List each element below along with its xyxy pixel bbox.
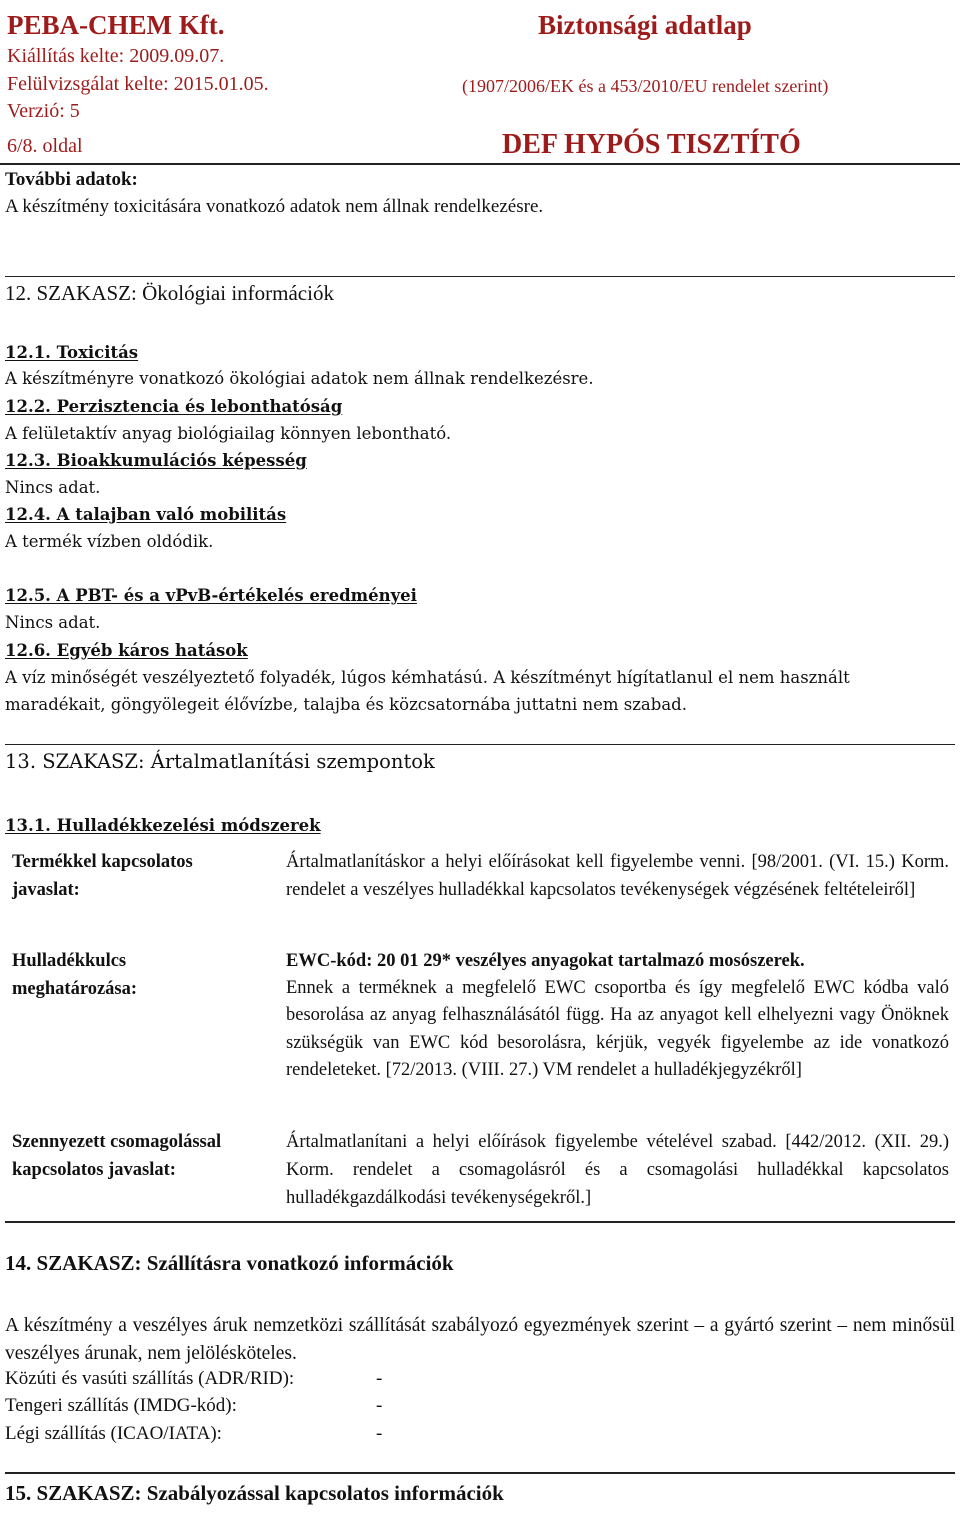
- section12-5-title: 12.5. A PBT- és a vPvB-értékelés eredményei: [5, 586, 417, 605]
- section12-4-text: A termék vízben oldódik.: [5, 532, 214, 551]
- regulation-note: (1907/2006/EK és a 453/2010/EU rendelet szerint): [462, 76, 829, 96]
- transport-air-value: -: [376, 1423, 383, 1444]
- section12-heading: 12. SZAKASZ: Ökológiai információk: [5, 281, 334, 305]
- section13-1-title: 13.1. Hulladékkezelési módszerek: [5, 816, 321, 835]
- waste-code-label-cont: meghatározása:: [12, 979, 138, 999]
- packaging-disposal-label-cont: kapcsolatos javaslat:: [12, 1160, 176, 1180]
- section12-1-title: 12.1. Toxicitás: [5, 343, 139, 362]
- section13-heading: 13. SZAKASZ: Ártalmatlanítási szempontok: [5, 750, 435, 773]
- additional-heading: További adatok:: [5, 169, 138, 190]
- section-divider: [5, 1221, 955, 1223]
- section12-6-text-1: A víz minőségét veszélyeztető folyadék, lúgos kémhatású. A készítményt hígítatlanul el nem használt: [5, 668, 850, 687]
- section12-2-text: A felületaktív anyag biológiailag könnyen lebontható.: [5, 424, 452, 443]
- review-date: Felülvizsgálat kelte: 2015.01.05.: [7, 73, 269, 95]
- header-divider: [0, 163, 960, 165]
- transport-sea-value: -: [376, 1395, 383, 1416]
- transport-sea-label: Tengeri szállítás (IMDG-kód):: [5, 1395, 237, 1416]
- section-divider: [5, 744, 955, 745]
- section12-3-title: 12.3. Bioakkumulációs képesség: [5, 451, 307, 470]
- section12-4-title: 12.4. A talajban való mobilitás: [5, 505, 287, 524]
- section14-text: A készítmény a veszélyes áruk nemzetközi szállítását szabályozó egyezmények szerint – a gyártó szerint – nem minősül veszélyes árunak, nem jelölésköteles.: [5, 1315, 955, 1364]
- waste-code-text: Ennek a terméknek a megfelelő EWC csoportba és így megfelelő EWC kódba való besorolása az anyag felhasználásától függ. Ha az anyagot kell elhelyezni vagy Önöknek szükségük van EWC kód besorolásra, kérjük, vegyék figyelembe az ide vonatkozó rendeleteket. [72/2013. (VIII. 27.) VM rendelet a hulladékjegyzékről]: [286, 978, 949, 1081]
- version: Verzió: 5: [7, 100, 80, 122]
- section15-heading: 15. SZAKASZ: Szabályozással kapcsolatos információk: [5, 1481, 504, 1505]
- section12-1-text: A készítményre vonatkozó ökológiai adatok nem állnak rendelkezésre.: [5, 369, 594, 388]
- section12-3-text: Nincs adat.: [5, 478, 101, 497]
- section-divider: [5, 1472, 955, 1474]
- page-number: 6/8. oldal: [7, 135, 83, 157]
- packaging-disposal-text: Ártalmatlanítani a helyi előírások figyelembe vételével szabad. [442/2012. (XII. 29.) Korm. rendelet a csomagolásról és a csomagolási hulladékkal kapcsolatos hulladékgazdálkodási tevékenységekről.]: [286, 1132, 949, 1208]
- transport-air-label: Légi szállítás (ICAO/IATA):: [5, 1423, 222, 1444]
- section12-6-text-2: maradékait, göngyölegeit élővízbe, talajba és közcsatornába juttatni nem szabad.: [5, 695, 687, 714]
- product-disposal-text: Ártalmatlanításkor a helyi előírásokat kell figyelembe venni. [98/2001. (VI. 15.) Korm. rendelet a veszélyes hulladékkal kapcsolatos tevékenységek végzésének feltételeiről]: [286, 852, 949, 900]
- waste-code-label: Hulladékkulcs: [12, 951, 127, 971]
- transport-road-label: Közúti és vasúti szállítás (ADR/RID):: [5, 1368, 295, 1389]
- section12-2-title: 12.2. Perzisztencia és lebonthatóság: [5, 397, 343, 416]
- issue-date: Kiállítás kelte: 2009.09.07.: [7, 45, 225, 67]
- product-disposal-label-cont: javaslat:: [12, 880, 80, 900]
- section12-6-title: 12.6. Egyéb káros hatások: [5, 641, 248, 660]
- section14-heading: 14. SZAKASZ: Szállításra vonatkozó információk: [5, 1251, 454, 1275]
- product-disposal-label: Termékkel kapcsolatos: [12, 852, 193, 872]
- document-title: Biztonsági adatlap: [538, 10, 752, 40]
- section-divider: [5, 276, 955, 277]
- additional-text: A készítmény toxicitására vonatkozó adatok nem állnak rendelkezésre.: [5, 196, 544, 217]
- packaging-disposal-label: Szennyezett csomagolással: [12, 1132, 222, 1152]
- company-name: PEBA-CHEM Kft.: [7, 10, 225, 40]
- ewc-code: EWC-kód: 20 01 29* veszélyes anyagokat tartalmazó mosószerek.: [286, 951, 805, 971]
- product-name: DEF HYPÓS TISZTÍTÓ: [502, 129, 801, 160]
- section12-5-text: Nincs adat.: [5, 613, 101, 632]
- transport-road-value: -: [376, 1368, 383, 1389]
